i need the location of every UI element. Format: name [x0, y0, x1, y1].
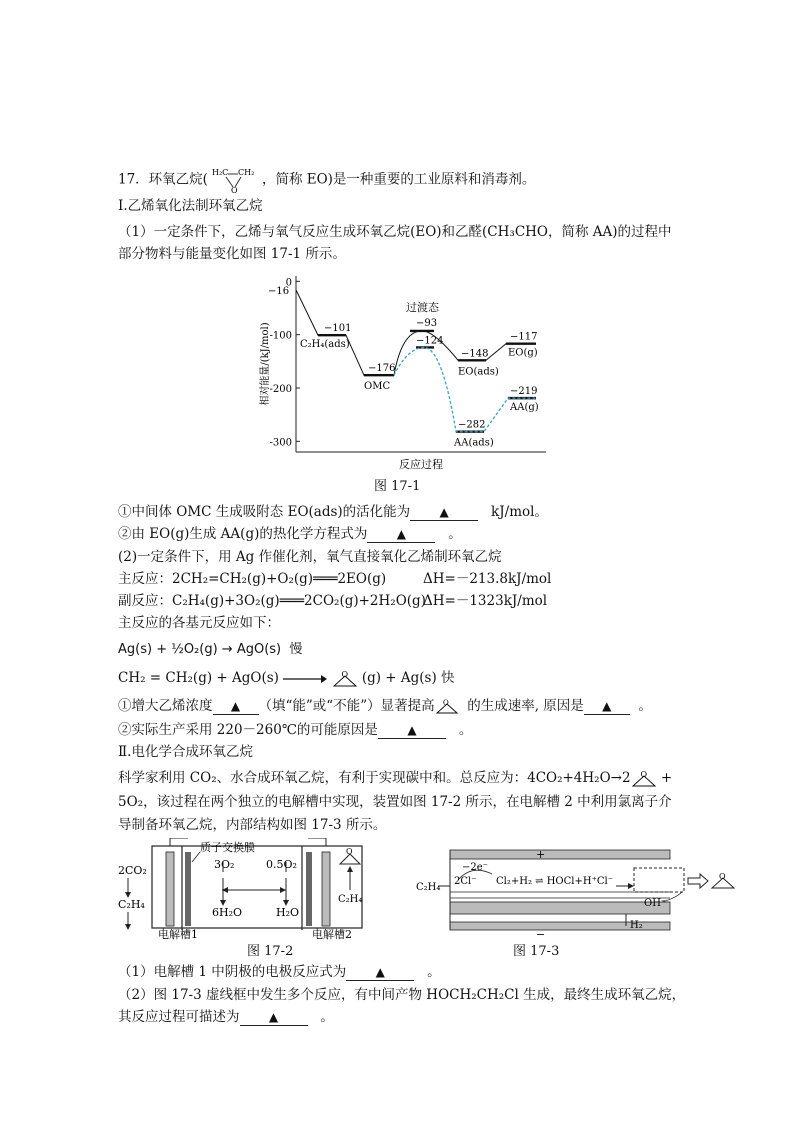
hydrogen-label: H₂	[630, 920, 643, 931]
plus-sign: +	[536, 848, 546, 861]
cell1-label: 电解槽1	[158, 928, 198, 940]
membrane-label: 质子交换膜	[200, 841, 255, 854]
energy-value-label: −148	[461, 348, 489, 360]
paragraph1-line2: 部分物料与能量变化如图 17-1 所示。	[118, 246, 346, 262]
question2-b-end: 。	[458, 722, 473, 738]
paragraph3-line2: 5O₂，该过程在两个独立的电解槽中实现，装置如图 17-2 所示，在电解槽 2 中利用氯离子介	[118, 794, 672, 810]
energy-value-label: −16	[268, 285, 290, 297]
equilibrium-label: Cl₂+H₂ ⇌ HOCl+H⁺Cl⁻	[496, 876, 613, 887]
energy-profile-chart	[258, 270, 548, 472]
paragraph3-line1-text: 科学家利用 CO₂、水合成环氧乙烷，有利于实现碳中和。总反应为：4CO₂+4H₂O→2	[118, 770, 631, 786]
question2-b	[118, 720, 472, 740]
species-label: OMC	[364, 381, 391, 393]
section2-title: Ⅱ.电化学合成环氧乙烷	[118, 744, 253, 760]
question2-a	[118, 696, 652, 716]
question3-a-text: （1）电解槽 1 中阴极的电极反应式为	[118, 964, 347, 980]
y-tick-label: -200	[269, 384, 292, 395]
epoxide-triangle-icon	[435, 699, 459, 715]
water-right: H₂O	[276, 906, 300, 919]
answer-blank[interactable]: ▲	[367, 526, 435, 543]
energy-value-label: −176	[368, 363, 396, 375]
question3-c-text: 其反应过程可描述为	[118, 1009, 240, 1025]
svg-text:O: O	[640, 769, 647, 779]
answer-blank[interactable]: ▲	[410, 504, 478, 521]
question2-b-text: ②实际生产采用 220－260℃的可能原因是	[118, 722, 378, 738]
minus-sign: −	[536, 928, 546, 940]
species-label: EO(ads)	[458, 366, 499, 378]
elementary-intro: 主反应的各基元反应如下：	[118, 615, 280, 631]
question3-a-end: 。	[427, 964, 441, 980]
question1-b-text: ②由 EO(g)生成 AA(g)的热化学方程式为	[118, 526, 368, 542]
electron-label: −2e⁻	[462, 862, 488, 873]
intro-text-b: ，简称 EO)是一种重要的工业原料和消毒剂。	[261, 171, 536, 188]
cell-frame	[152, 846, 362, 928]
question-intro	[118, 166, 535, 194]
answer-blank[interactable]: ▲	[378, 722, 446, 739]
water-left: 6H₂O	[212, 906, 243, 919]
question2-a-mid2: 的生成速率, 原因是	[467, 698, 584, 714]
anode-plate	[450, 850, 670, 859]
answer-blank[interactable]: ▲	[584, 698, 630, 715]
side-reaction-enthalpy: ΔH=－1323kJ/mol	[423, 593, 548, 609]
figure1-caption: 图 17-1	[374, 479, 421, 494]
svg-text:H₂C: H₂C	[211, 168, 229, 177]
reaction-arrow-icon	[283, 674, 327, 684]
transition-state-label: 过渡态	[406, 300, 439, 314]
question1-a	[118, 502, 548, 522]
feed-c2h4: C₂H₄	[416, 882, 441, 893]
question1-b-end: 。	[448, 526, 462, 542]
energy-value-label: −117	[510, 331, 538, 343]
question1-b	[118, 524, 462, 544]
elementary-step1	[118, 640, 302, 660]
main-reaction-enthalpy: ΔH=－213.8kJ/mol	[423, 571, 552, 587]
energy-value-label: −101	[324, 323, 352, 335]
x-axis-title: 反应过程	[399, 458, 443, 471]
question1-a-text: ①中间体 OMC 生成吸附态 EO(ads)的活化能为	[118, 504, 411, 520]
epoxide-structure-icon	[208, 166, 262, 194]
step1-rate: 慢	[289, 642, 303, 657]
step2-equation-a: CH₂ = CH₂(g) + AgO(s)	[118, 670, 279, 686]
output-c2h4: C₂H₄	[338, 894, 363, 905]
species-label: AA(g)	[510, 402, 539, 414]
intro-text-a: 17．环氧乙烷(	[118, 171, 208, 188]
energy-value-label: −282	[458, 419, 486, 431]
input-co2: 2CO₂	[118, 864, 147, 877]
y-tick-label: -300	[269, 437, 292, 449]
answer-blank[interactable]: ▲	[240, 1009, 308, 1026]
step2-rate: 快	[441, 670, 455, 686]
chloride-label: 2Cl⁻	[454, 876, 477, 887]
question3-b: （2）图 17-3 虚线框中发生多个反应，有中间产物 HOCH₂CH₂Cl 生成，最终生成环氧乙烷，	[118, 987, 686, 1003]
step1-equation: Ag(s) + ½O₂(g) → AgO(s)	[118, 642, 282, 657]
species-label: C₂H₄(ads)	[300, 339, 350, 351]
epoxide-triangle-icon	[332, 670, 358, 688]
energy-value-label: −124	[416, 335, 444, 347]
species-label: EO(g)	[508, 347, 538, 359]
paragraph3-line3: 导制备环氧乙烷，内部结构如图 17-3 所示。	[118, 817, 387, 833]
y-tick-label: 0	[285, 277, 292, 289]
svg-text:O: O	[442, 698, 449, 707]
answer-blank[interactable]: ▲	[213, 698, 259, 715]
question2-a-mid: （填“能”或“不能”）显著提高	[258, 698, 435, 714]
question2-a-text: ①增大乙烯浓度	[118, 698, 213, 714]
svg-text:O: O	[341, 669, 348, 679]
answer-blank[interactable]: ▲	[346, 964, 414, 981]
main-reaction: 主反应：2CH₂=CH₂(g)+O₂(g)═══2EO(g)	[118, 571, 387, 587]
energy-value-label: −93	[416, 317, 438, 329]
output-arrow-icon	[688, 874, 708, 888]
y-tick-label: -100	[269, 330, 292, 342]
svg-text:CH₂: CH₂	[237, 168, 255, 177]
figure2-caption: 图 17-2	[247, 944, 294, 959]
chloride-mediated-cell-diagram	[416, 846, 742, 940]
question3-c	[118, 1007, 334, 1027]
elementary-step2	[118, 668, 455, 688]
cell2-label: 电解槽2	[312, 928, 352, 940]
membrane-band	[450, 902, 670, 914]
electrode	[322, 852, 330, 926]
reaction-box	[634, 868, 684, 892]
question2-a-end: 。	[638, 698, 652, 714]
paragraph1-line1: （1）一定条件下，乙烯与氧气反应生成环氧乙烷(EO)和乙醛(CH₃CHO，简称 AA)的过程中	[118, 224, 672, 240]
electrolysis-cells-diagram	[116, 838, 378, 940]
input-c2h4: C₂H₄	[118, 898, 145, 911]
side-reaction: 副反应：C₂H₄(g)+3O₂(g)═══2CO₂(g)+2H₂O(g)	[118, 593, 426, 609]
figure3-caption: 图 17-3	[513, 944, 560, 959]
paragraph3-line1	[118, 768, 672, 788]
o2-left: 3O₂	[214, 858, 235, 871]
membrane	[185, 852, 191, 926]
electrode	[166, 852, 174, 926]
epoxide-triangle-icon	[631, 770, 657, 788]
hydroxide-label: OH⁻	[644, 898, 667, 909]
membrane	[306, 852, 312, 926]
step2-equation-b: (g) + Ag(s)	[361, 670, 437, 686]
paragraph3-plus: +	[660, 770, 673, 786]
energy-value-label: −219	[510, 386, 538, 398]
svg-text:O: O	[719, 872, 726, 881]
svg-text:O: O	[346, 847, 353, 856]
section1-title: Ⅰ.乙烯氧化法制环氧乙烷	[118, 198, 263, 214]
species-label: AA(ads)	[454, 437, 494, 449]
y-axis-title: 相对能量/(kJ/mol)	[260, 322, 271, 406]
o2-right: 0.5O₂	[266, 858, 297, 871]
paragraph2-line: (2)一定条件下，用 Ag 作催化剂，氧气直接氧化乙烯制环氧乙烷	[118, 549, 502, 565]
question3-a	[118, 962, 441, 982]
question1-a-unit: kJ/mol。	[491, 504, 548, 520]
svg-text:O: O	[230, 186, 238, 194]
question3-c-end: 。	[320, 1009, 334, 1025]
